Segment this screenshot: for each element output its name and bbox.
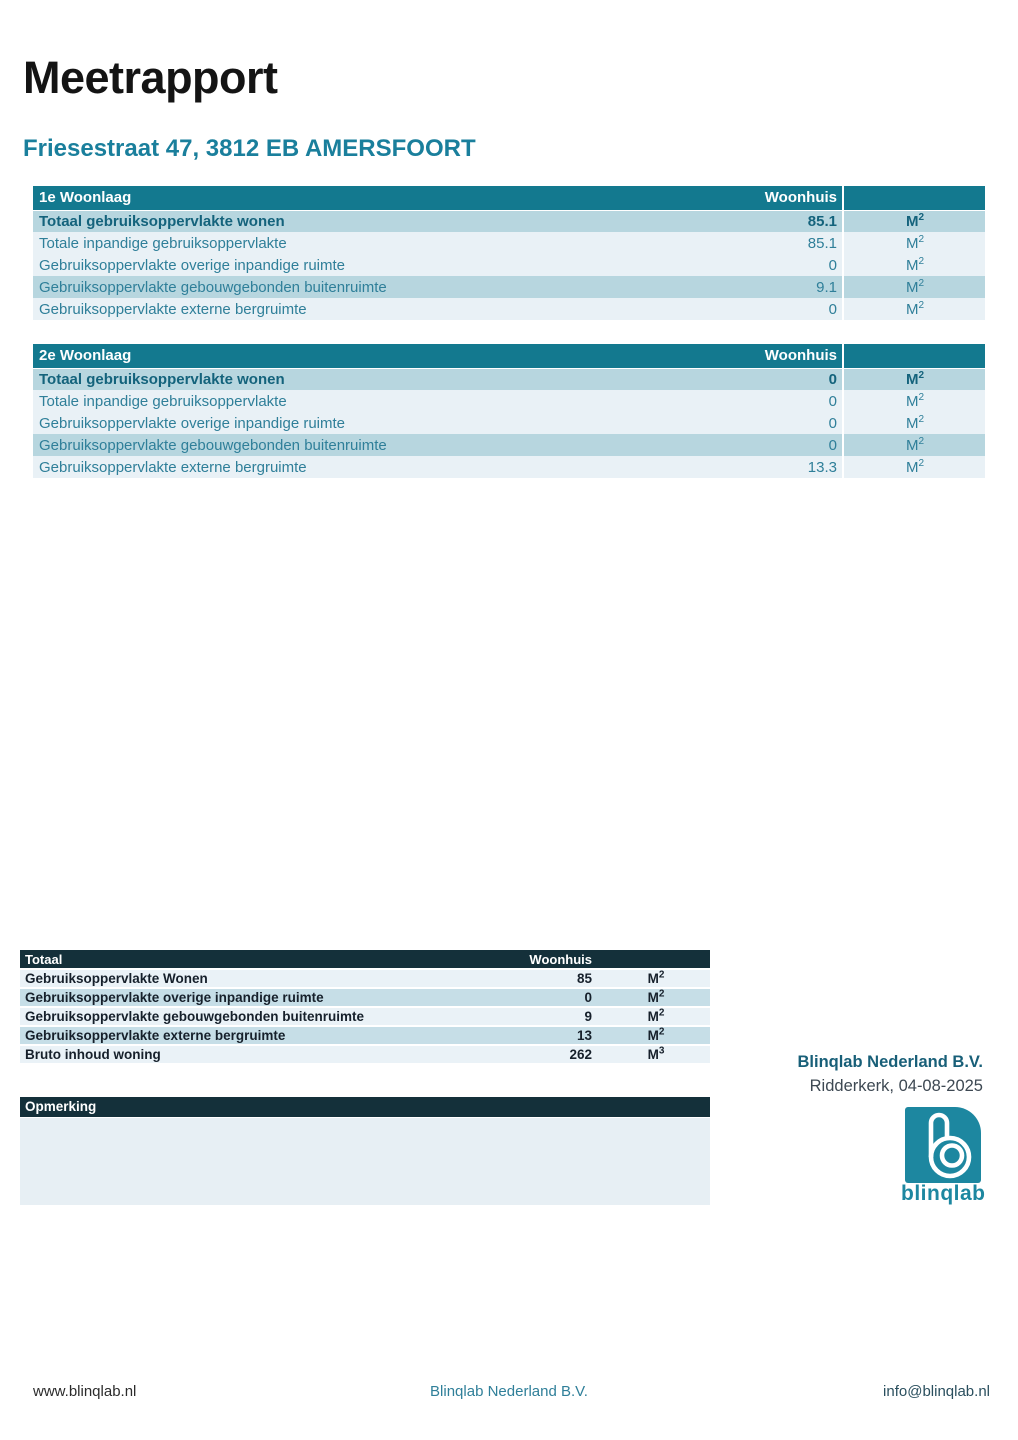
row-unit: $M^2$	[843, 412, 985, 434]
row-value: 0	[673, 368, 843, 390]
row-label: Totale inpandige gebruiksoppervlakte	[33, 390, 673, 412]
row-unit: $M^2$	[843, 298, 985, 320]
table-row	[20, 1045, 710, 1064]
table-header-row	[33, 186, 985, 210]
row-value: 0	[673, 434, 843, 456]
table-header-row	[33, 344, 985, 368]
signature-block	[797, 1053, 983, 1096]
row-label: Gebruiksoppervlakte externe bergruimte	[33, 298, 673, 320]
table-row	[33, 456, 985, 478]
row-unit: $M^2$	[602, 988, 710, 1007]
table-row	[33, 276, 985, 298]
table-row	[33, 368, 985, 390]
row-unit: $M^2$	[843, 456, 985, 478]
row-unit: $M^2$	[843, 390, 985, 412]
row-unit: $M^3$	[602, 1045, 710, 1064]
row-unit: $M^2$	[843, 434, 985, 456]
footer-website-link[interactable]: www.blinqlab.nl	[33, 1383, 137, 1400]
column-header-woonhuis: Woonhuis	[673, 344, 843, 368]
column-header-woonhuis: Woonhuis	[673, 186, 843, 210]
table-row	[33, 434, 985, 456]
row-value: 0	[490, 988, 602, 1007]
remarks-header: Opmerking	[20, 1097, 710, 1117]
table-row	[20, 969, 710, 988]
table-header-row	[20, 950, 710, 969]
row-label: Gebruiksoppervlakte externe bergruimte	[20, 1026, 490, 1045]
remarks-section	[20, 1097, 710, 1205]
blinqlab-wordmark: blinqlab	[901, 1182, 986, 1205]
signature-place-date: Ridderkerk, 04-08-2025	[809, 1077, 983, 1095]
column-header-unit	[843, 186, 985, 210]
footer-email-link[interactable]: info@blinqlab.nl	[883, 1383, 990, 1400]
row-value: 85.1	[673, 232, 843, 254]
table-floor-1	[33, 186, 985, 320]
row-value: 262	[490, 1045, 602, 1064]
table-row	[20, 1026, 710, 1045]
totals-title: Totaal	[20, 950, 490, 969]
row-value: 9	[490, 1007, 602, 1026]
row-label: Gebruiksoppervlakte overige inpandige ruimte	[20, 988, 490, 1007]
table-row	[33, 210, 985, 232]
row-label: Bruto inhoud woning	[20, 1045, 490, 1064]
row-unit: $M^2$	[602, 1007, 710, 1026]
remarks-body	[20, 1118, 710, 1205]
table-row	[33, 298, 985, 320]
row-label: Gebruiksoppervlakte gebouwgebonden buitenruimte	[20, 1007, 490, 1026]
row-value: 0	[673, 390, 843, 412]
row-unit: $M^2$	[843, 232, 985, 254]
row-label: Gebruiksoppervlakte gebouwgebonden buitenruimte	[33, 434, 673, 456]
table-row	[20, 988, 710, 1007]
floor1-title: 1e Woonlaag	[33, 186, 673, 210]
row-label: Gebruiksoppervlakte Wonen	[20, 969, 490, 988]
column-header-unit	[602, 950, 710, 969]
row-value: 0	[673, 298, 843, 320]
row-unit: $M^2$	[843, 210, 985, 232]
row-value: 85	[490, 969, 602, 988]
signature-company: Blinqlab Nederland B.V.	[797, 1053, 983, 1071]
table-floor-2	[33, 344, 985, 478]
row-label: Totale inpandige gebruiksoppervlakte	[33, 232, 673, 254]
row-label: Gebruiksoppervlakte gebouwgebonden buitenruimte	[33, 276, 673, 298]
row-label: Gebruiksoppervlakte overige inpandige ruimte	[33, 254, 673, 276]
row-unit: $M^2$	[843, 276, 985, 298]
table-row	[33, 412, 985, 434]
table-row	[20, 1007, 710, 1026]
row-value: 0	[673, 412, 843, 434]
row-value: 13.3	[673, 456, 843, 478]
footer-company: Blinqlab Nederland B.V.	[430, 1383, 588, 1400]
row-label: Gebruiksoppervlakte externe bergruimte	[33, 456, 673, 478]
table-row	[33, 390, 985, 412]
row-label: Gebruiksoppervlakte overige inpandige ruimte	[33, 412, 673, 434]
address-subtitle: Friesestraat 47, 3812 EB AMERSFOORT	[23, 135, 476, 162]
row-value: 0	[673, 254, 843, 276]
table-totals	[20, 950, 710, 1065]
page-title: Meetrapport	[23, 52, 278, 103]
row-unit: $M^2$	[843, 254, 985, 276]
row-value: 9.1	[673, 276, 843, 298]
column-header-unit	[843, 344, 985, 368]
table-row	[33, 232, 985, 254]
row-value: 13	[490, 1026, 602, 1045]
row-unit: $M^2$	[843, 368, 985, 390]
table-row	[33, 254, 985, 276]
row-label: Totaal gebruiksoppervlakte wonen	[33, 210, 673, 232]
row-unit: $M^2$	[602, 1026, 710, 1045]
row-label: Totaal gebruiksoppervlakte wonen	[33, 368, 673, 390]
row-value: 85.1	[673, 210, 843, 232]
blinqlab-logo-icon	[905, 1107, 981, 1183]
row-unit: $M^2$	[602, 969, 710, 988]
floor2-title: 2e Woonlaag	[33, 344, 673, 368]
column-header-woonhuis: Woonhuis	[490, 950, 602, 969]
